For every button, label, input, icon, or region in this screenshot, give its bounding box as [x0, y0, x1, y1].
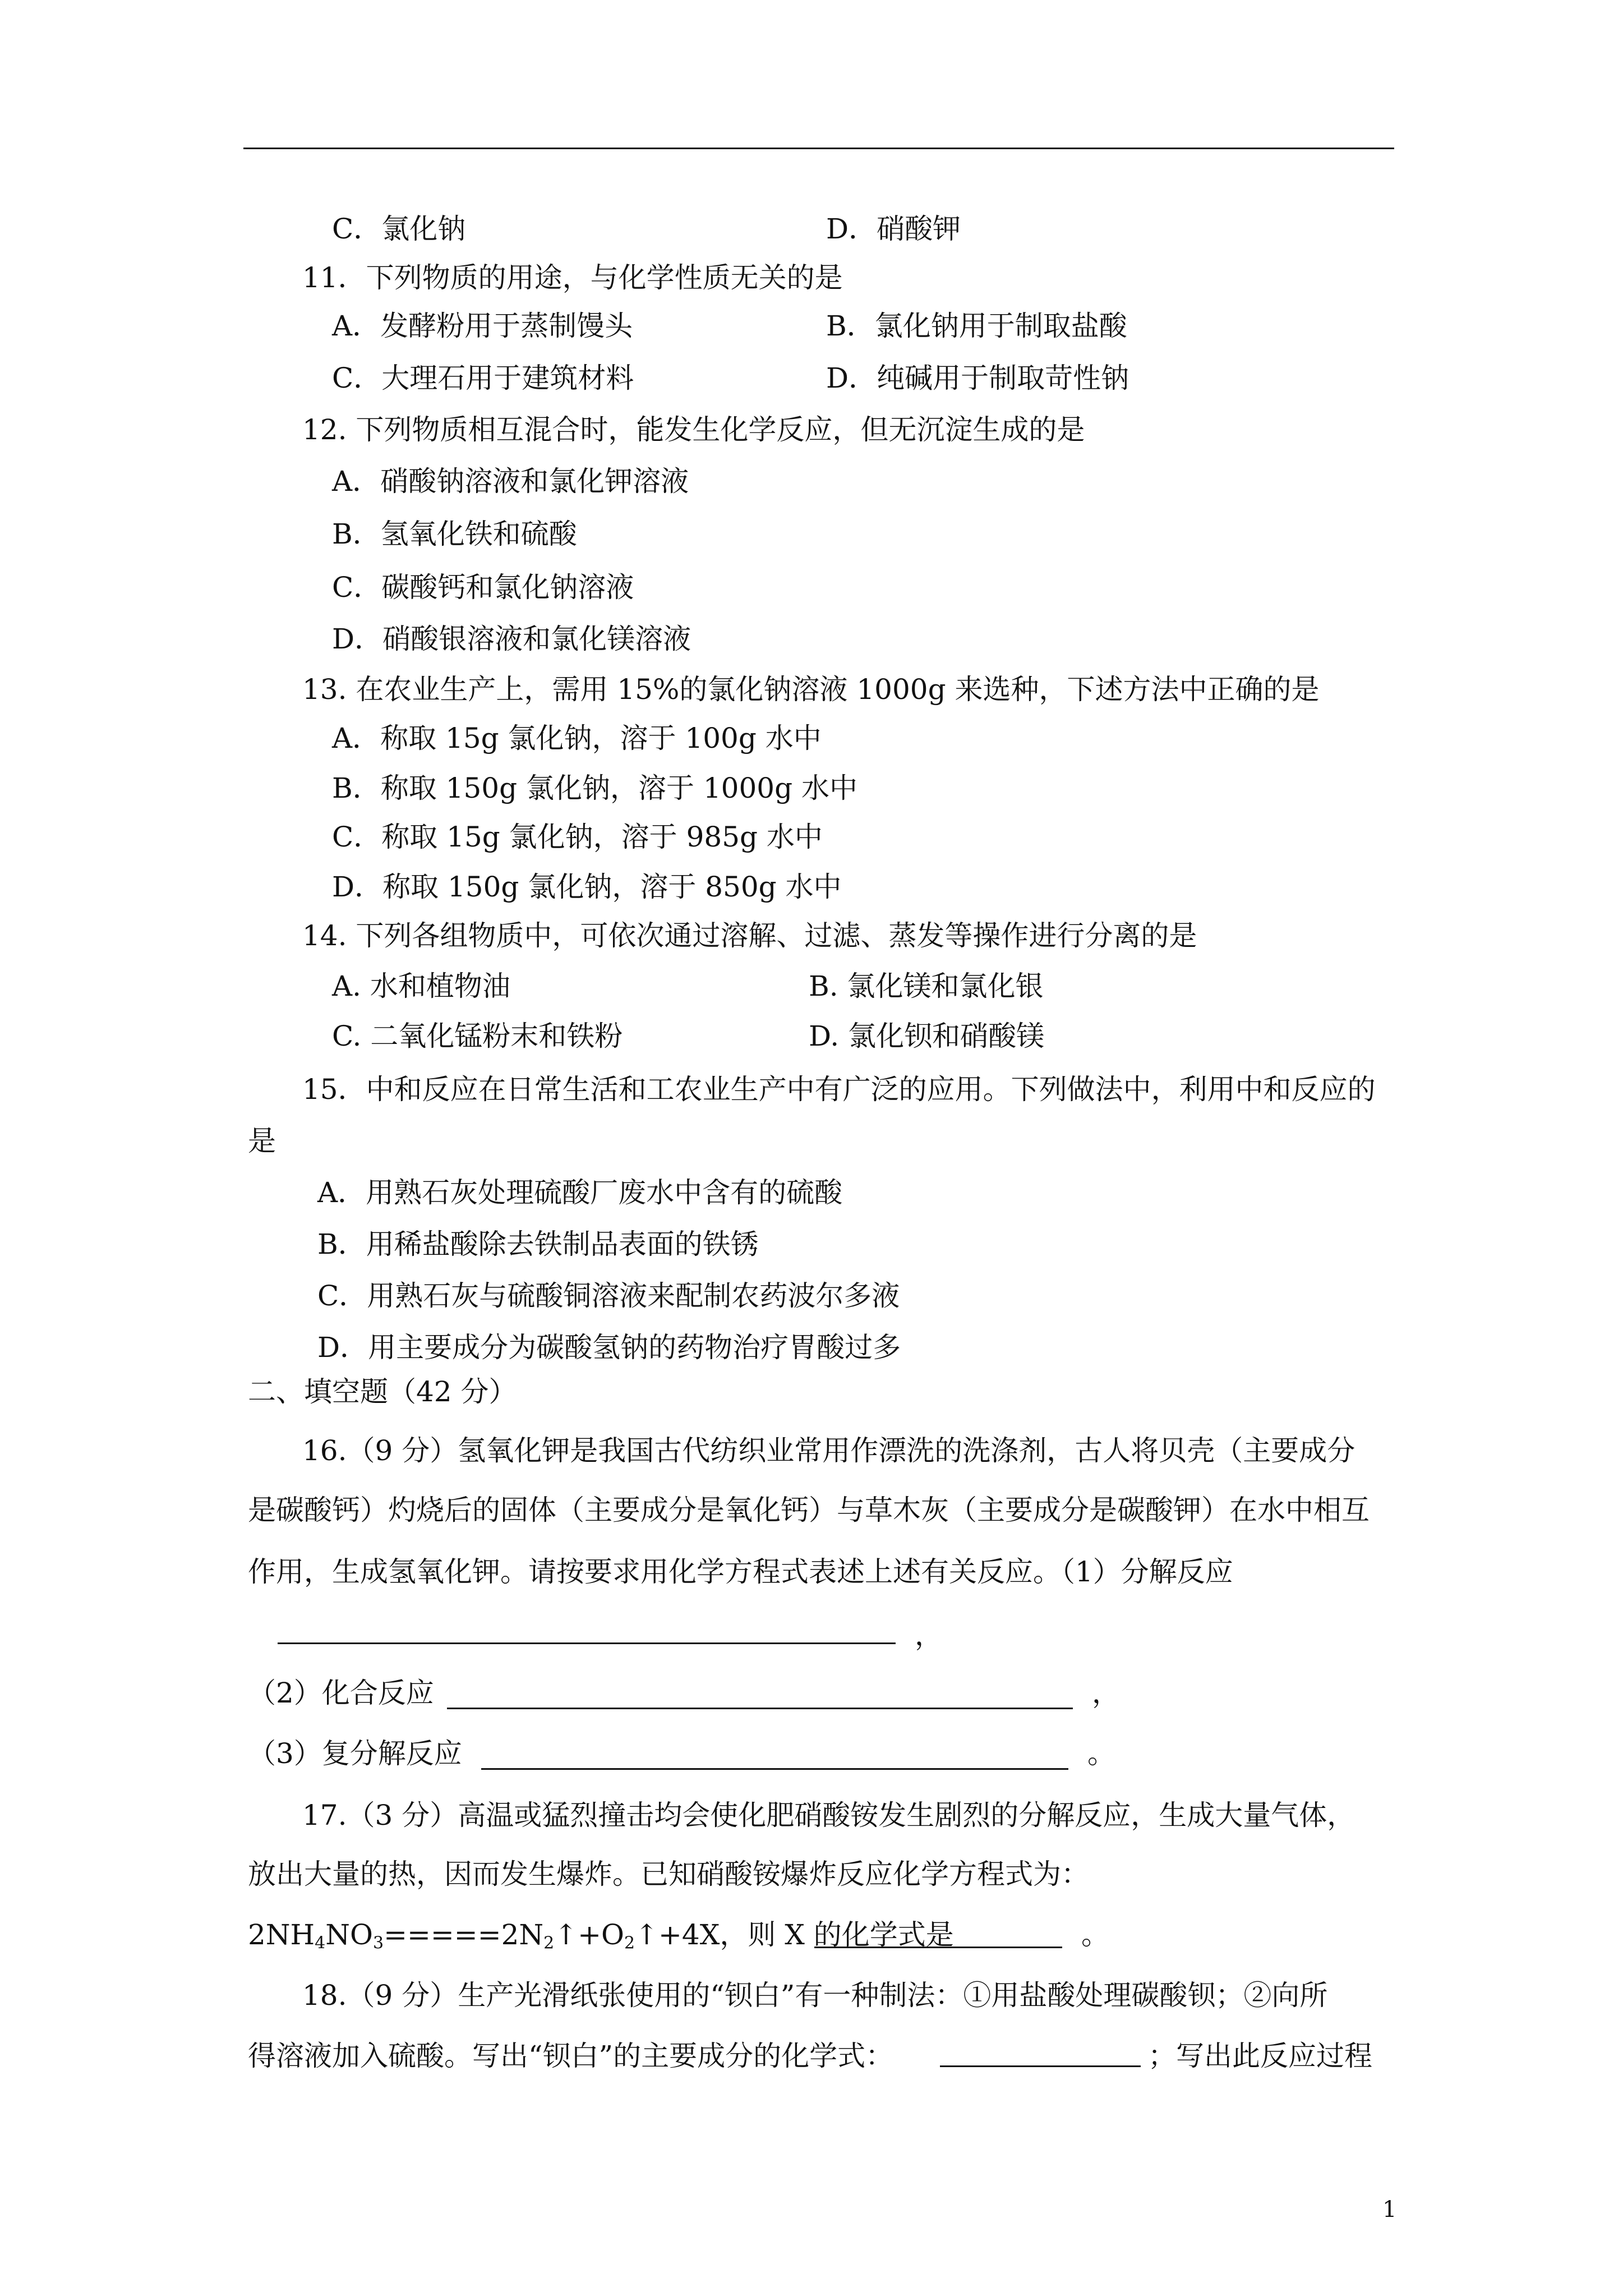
formula-part: 2NH [248, 1918, 315, 1951]
q17-answer-blank [814, 1947, 1062, 1948]
q16-blank3-punct: 。 [1087, 1737, 1115, 1770]
q15-stem-line2: 是 [248, 1125, 276, 1157]
q15-option-a: A．用熟石灰处理硫酸厂废水中含有的硫酸 [317, 1176, 843, 1209]
q16-part3-label: （3）复分解反应 [248, 1737, 462, 1770]
formula-part: ↑+4X，则 X 的化学式是 [635, 1918, 954, 1951]
page-number: 1 [1382, 2197, 1397, 2223]
q12-option-c: C．碳酸钙和氯化钠溶液 [332, 571, 634, 604]
q17-stem-line2: 放出大量的热，因而发生爆炸。已知硝酸铵爆炸反应化学方程式为： [248, 1858, 1089, 1890]
q10-option-c: C．氯化钠 [332, 213, 466, 245]
q11-option-a: A．发酵粉用于蒸制馒头 [332, 310, 633, 342]
q13-option-c: C．称取 15g 氯化钠，溶于 985g 水中 [332, 821, 823, 853]
q18-stem-line2: 得溶液加入硫酸。写出“钡白”的主要成分的化学式： [248, 2040, 894, 2072]
q17-stem-line1: 17.（3 分）高温或猛烈撞击均会使化肥硝酸铵发生剧烈的分解反应，生成大量气体， [302, 1799, 1355, 1832]
formula-part: =====2N [384, 1918, 544, 1951]
q18-answer-blank [940, 2065, 1141, 2067]
q10-option-d: D．硝酸钾 [826, 213, 961, 245]
q11-option-b: B．氯化钠用于制取盐酸 [826, 310, 1127, 342]
q16-blank1-punct: ， [915, 1619, 943, 1651]
q13-option-b: B．称取 150g 氯化钠，溶于 1000g 水中 [332, 772, 858, 804]
q15-option-c: C．用熟石灰与硫酸铜溶液来配制农药波尔多液 [317, 1280, 900, 1312]
q14-option-a: A. 水和植物油 [332, 970, 510, 1002]
q17-blank-punct: 。 [1081, 1918, 1109, 1951]
q12-option-a: A．硝酸钠溶液和氯化钾溶液 [332, 465, 689, 498]
q16-answer-blank-3 [481, 1768, 1068, 1770]
q15-option-b: B．用稀盐酸除去铁制品表面的铁锈 [317, 1228, 759, 1260]
q16-answer-blank-1 [278, 1642, 896, 1644]
q15-stem-line1: 15．中和反应在日常生活和工农业生产中有广泛的应用。下列做法中，利用中和反应的 [302, 1073, 1376, 1106]
q15-option-d: D．用主要成分为碳酸氢钠的药物治疗胃酸过多 [317, 1331, 901, 1364]
formula-subscript: 4 [315, 1933, 326, 1953]
formula-part: NO [325, 1918, 374, 1951]
q11-stem: 11．下列物质的用途，与化学性质无关的是 [302, 261, 843, 294]
formula-part: ↑+O [554, 1918, 625, 1951]
q12-stem: 12. 下列物质相互混合时，能发生化学反应，但无沉淀生成的是 [302, 413, 1085, 446]
q12-option-d: D．硝酸银溶液和氯化镁溶液 [332, 623, 691, 655]
q14-option-d: D. 氯化钡和硝酸镁 [809, 1020, 1045, 1052]
q16-stem-line1: 16.（9 分）氢氧化钾是我国古代纺织业常用作漂洗的洗涤剂，古人将贝壳（主要成分 [302, 1434, 1355, 1467]
q14-stem: 14. 下列各组物质中，可依次通过溶解、过滤、蒸发等操作进行分离的是 [302, 919, 1197, 952]
q11-option-d: D．纯碱用于制取苛性钠 [826, 362, 1129, 394]
q16-stem-line2: 是碳酸钙）灼烧后的固体（主要成分是氧化钙）与草木灰（主要成分是碳酸钾）在水中相互 [248, 1494, 1370, 1526]
q18-stem-line1: 18.（9 分）生产光滑纸张使用的“钡白”有一种制法：①用盐酸处理碳酸钡；②向所 [302, 1979, 1328, 2012]
q16-stem-line3: 作用，生成氢氧化钾。请按要求用化学方程式表述上述有关反应。（1）分解反应 [248, 1556, 1233, 1588]
formula-subscript: 3 [373, 1933, 384, 1953]
q14-option-b: B. 氯化镁和氯化银 [809, 970, 1044, 1002]
formula-subscript: 2 [624, 1933, 635, 1953]
q18-after-blank: ；写出此反应过程 [1148, 2040, 1372, 2072]
q13-stem: 13. 在农业生产上，需用 15%的氯化钠溶液 1000g 来选种，下述方法中正确的是 [302, 673, 1320, 706]
q13-option-d: D．称取 150g 氯化钠，溶于 850g 水中 [332, 871, 842, 903]
q16-part2-label: （2）化合反应 [248, 1677, 434, 1709]
q14-option-c: C. 二氧化锰粉末和铁粉 [332, 1020, 623, 1052]
q13-option-a: A．称取 15g 氯化钠，溶于 100g 水中 [332, 722, 822, 754]
section-2-title: 二、填空题（42 分） [248, 1375, 517, 1408]
header-rule [243, 148, 1394, 149]
q11-option-c: C．大理石用于建筑材料 [332, 362, 634, 394]
q16-blank2-punct: ， [1092, 1677, 1120, 1709]
q12-option-b: B．氢氧化铁和硫酸 [332, 518, 577, 550]
formula-subscript: 2 [543, 1933, 555, 1953]
q16-answer-blank-2 [447, 1708, 1073, 1709]
